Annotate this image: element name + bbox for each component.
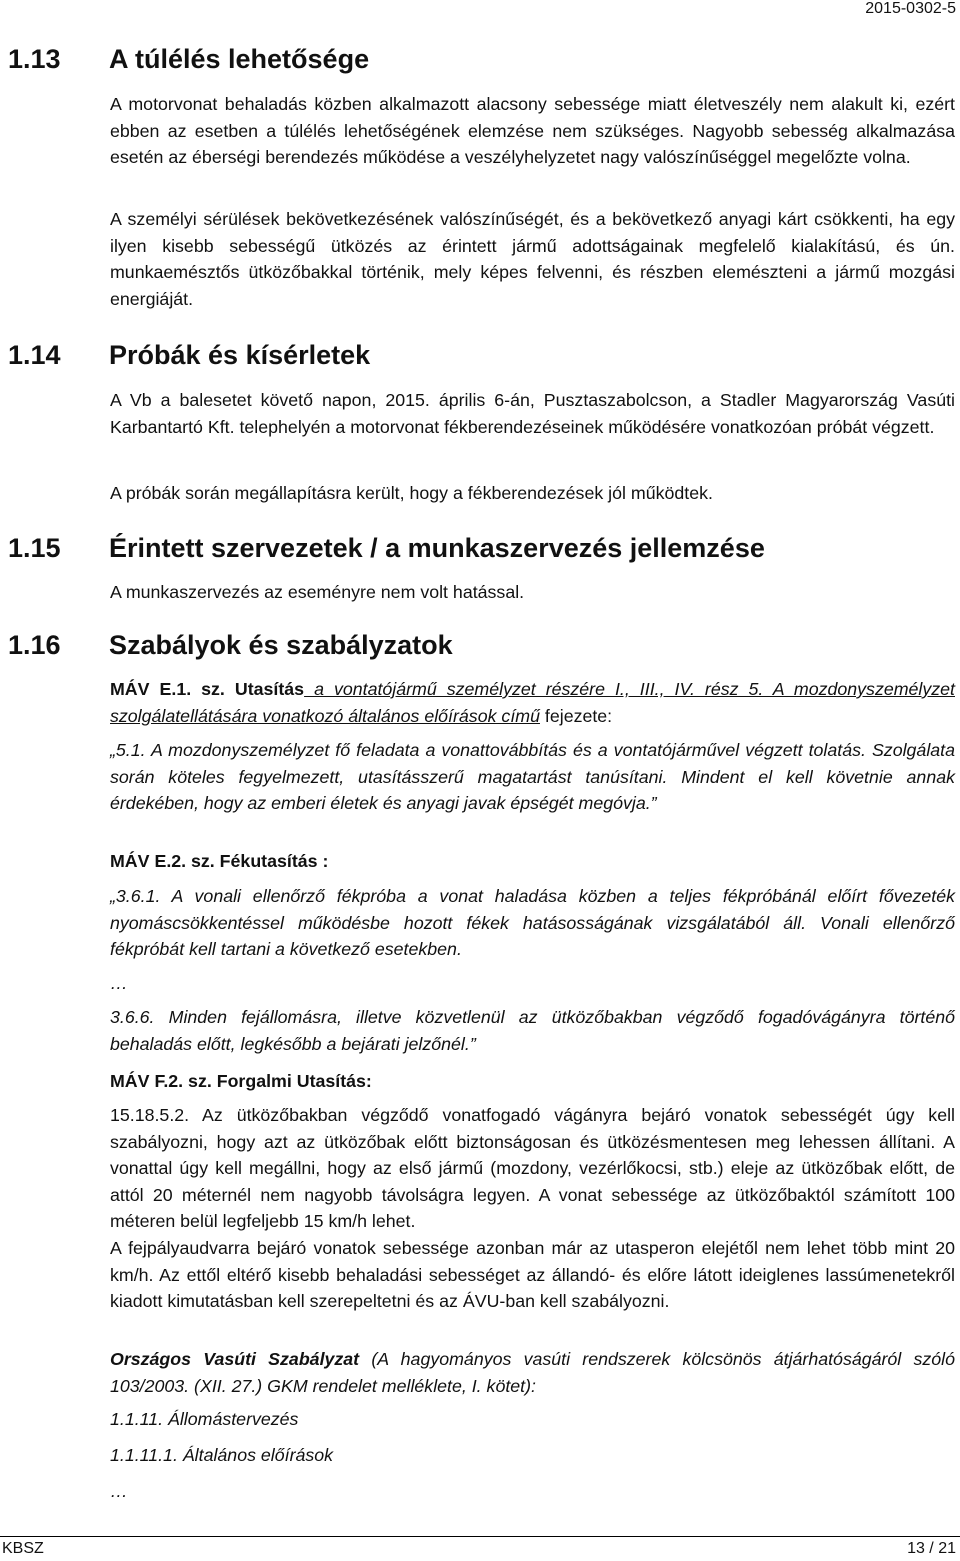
ellipsis: … (110, 973, 128, 993)
regulation-title: MÁV F.2. sz. Forgalmi Utasítás: (110, 1071, 372, 1091)
section-title: Érintett szervezetek / a munkaszervezés jellemzése (109, 533, 765, 563)
paragraph: A fejpályaudvarra bejáró vonatok sebessége azonban már az utasperon elejétől nem lehet több mint 20 km/h. Az ettől eltérő kisebb behaladási sebességet az állandó- és előre látott ideiglenes lassúmenetekről kiadott kimutatásban kell szerepeltetni és az ÁVU-ban kell szabályozni. (110, 1238, 955, 1311)
regulation-chapter: a vontatójármű személyzet részére I., III., IV. rész 5. A mozdonyszemélyzet szolgálatellátására vonatkozó általános előírások című (110, 679, 955, 726)
regulation-title: Országos Vasúti Szabályzat (110, 1349, 360, 1369)
paragraph: A próbák során megállapításra került, hogy a fékberendezések jól működtek. (110, 483, 713, 503)
quote-paragraph: „5.1. A mozdonyszemélyzet fő feladata a vonattovábbítás és a vontatójárművel végzett tolatás. Szolgálata során köteles fegyelmezett, utasításszerű magatartást tanúsítani. Mindent el kell követnie annak érdekében, hogy az emberi életek és anyagi javak épségét megóvja.” (110, 740, 955, 813)
document-id: 2015-0302-5 (865, 0, 956, 17)
subsection-title: 1.1.11. Állomástervezés (110, 1409, 299, 1429)
footer-divider (0, 1536, 960, 1537)
paragraph: A személyi sérülések bekövetkezésének valószínűségét, és a bekövetkező anyagi kárt csökkenti, ha egy ilyen kisebb sebességű ütközés az érintett jármű adottságainak megfelelő kialakítású, és ún. munkaemésztős ütközőbakkal történik, mely képes felvenni, és részben elemészteni a jármű mozgási energiáját. (110, 209, 955, 309)
subsection-title: 1.1.11.1. Általános előírások (110, 1445, 334, 1465)
paragraph: A Vb a balesetet követő napon, 2015. április 6-án, Pusztaszabolcson, a Stadler Magyarország Vasúti Karbantartó Kft. telephelyén a motorvonat fékberendezéseinek működésére vonatkozóan próbát végzett. (110, 390, 955, 437)
section-title: Szabályok és szabályzatok (109, 630, 453, 660)
section-heading-1-15 (8, 533, 765, 564)
section-heading-1-13 (8, 44, 369, 75)
section-heading-1-16 (8, 630, 453, 661)
ellipsis: … (110, 1481, 128, 1501)
section-heading-1-14 (8, 340, 370, 371)
paragraph: A motorvonat behaladás közben alkalmazott alacsony sebessége miatt életveszély nem alakult ki, ezért ebben az esetben a túlélés lehetőségének elemzése nem szükséges. Nagyobb sebesség alkalmazása esetén az éberségi berendezés működése a veszélyhelyzetet nagy valószínűséggel megelőzte volna. (110, 94, 955, 167)
regulation-title: MÁV E.2. sz. Fékutasítás : (110, 851, 329, 871)
page-number: 13 / 21 (907, 1540, 956, 1557)
section-number: 1.15 (8, 533, 61, 563)
paragraph: 15.18.5.2. Az ütközőbakban végződő vonatfogadó vágányra bejáró vonatok sebességét úgy kell szabályozni, hogy azt az ütközőbak előtt biztonságosan és ütközésmentesen meg lehessen állítani. A vonattal úgy kell megállni, hogy az első jármű (mozdony, vezérlőkocsi, stb.) eleje az ütközőbak előtt, de attól 20 méternél nem nagyobb távolságra legyen. A vonat sebessége az ütközőbaktól számított 100 méteren belül legfeljebb 15 km/h lehet. (110, 1105, 955, 1231)
section-number: 1.14 (8, 340, 61, 370)
regulation-reference (110, 676, 955, 729)
footer-organization: KBSZ (2, 1540, 44, 1557)
regulation-suffix: fejezete: (539, 705, 613, 726)
quote-paragraph: 3.6.6. Minden fejállomásra, illetve közvetlenül az ütközőbakban végződő fogadóvágányra történő behaladás előtt, legkésőbb a bejárati jelzőnél.” (110, 1007, 955, 1054)
regulation-title: MÁV E.1. sz. Utasítás (110, 679, 305, 699)
quote-paragraph: „3.6.1. A vonali ellenőrző fékpróba a vonat haladása közben a teljes fékpróbánál előírt fővezeték nyomáscsökkentéssel működésbe hozott fékek hatásosságának vizsgálatából áll. Vonali ellenőrző fékpróbát kell tartani a következő esetekben. (110, 886, 955, 959)
section-number: 1.13 (8, 44, 61, 74)
regulation-reference (110, 1346, 955, 1399)
section-title: Próbák és kísérletek (109, 340, 371, 370)
paragraph: A munkaszervezés az eseményre nem volt hatással. (110, 582, 525, 602)
section-title: A túlélés lehetősége (109, 44, 370, 74)
section-number: 1.16 (8, 630, 61, 660)
regulation-subtitle: (A hagyományos vasúti rendszerek kölcsönös átjárhatóságáról szóló 103/2003. (XII. 27.) GKM rendelet melléklete, I. kötet): (110, 1349, 955, 1396)
